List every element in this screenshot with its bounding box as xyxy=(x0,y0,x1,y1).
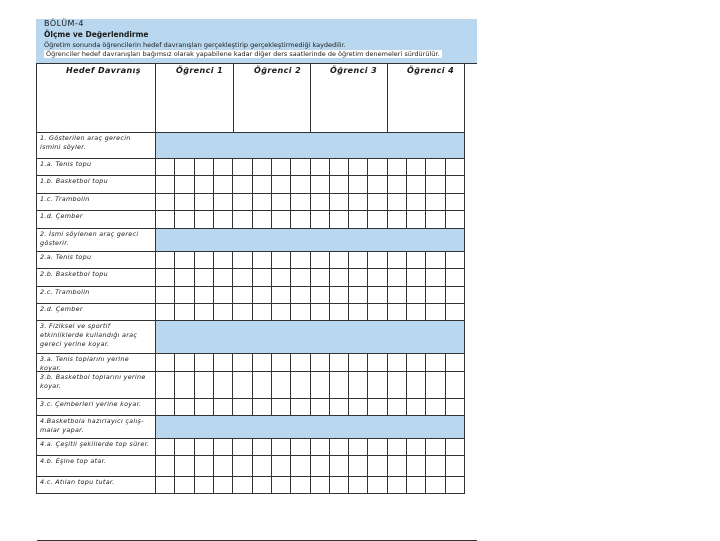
trial-cell[interactable] xyxy=(272,354,290,371)
behavior-item-label: 3.b. Basketbol toplarını yerine koyar. xyxy=(40,373,146,390)
trial-cell[interactable] xyxy=(311,439,329,455)
trial-cell[interactable] xyxy=(156,252,174,268)
trial-cell[interactable] xyxy=(253,176,271,193)
trial-cell[interactable] xyxy=(311,194,329,210)
trial-cell[interactable] xyxy=(214,159,232,175)
trial-cell[interactable] xyxy=(349,252,367,268)
trial-cell[interactable] xyxy=(253,211,271,228)
trial-cell[interactable] xyxy=(368,269,386,286)
trial-cell[interactable] xyxy=(253,252,271,268)
trial-cell[interactable] xyxy=(330,399,348,415)
trial-cell[interactable] xyxy=(291,252,309,268)
trial-cell[interactable] xyxy=(446,439,464,455)
trial-cell[interactable] xyxy=(311,354,329,371)
trial-cell[interactable] xyxy=(426,176,444,193)
trial-cell[interactable] xyxy=(330,477,348,493)
trial-cell[interactable] xyxy=(156,176,174,193)
behavior-group-label: 4.Basketbola hazırlayıcı çalış- malar yapar. xyxy=(40,417,144,434)
trial-cell[interactable] xyxy=(272,159,290,175)
trial-cell[interactable] xyxy=(195,194,213,210)
trial-cell[interactable] xyxy=(175,176,193,193)
trial-cell[interactable] xyxy=(156,287,174,303)
trial-cell[interactable] xyxy=(291,456,309,476)
trial-cell[interactable] xyxy=(156,159,174,175)
trial-cell[interactable] xyxy=(175,269,193,286)
trial-cell[interactable] xyxy=(272,194,290,210)
trial-cell[interactable] xyxy=(156,269,174,286)
instruction-line-2: Öğrenciler hedef davranışları bağımsız olarak yapabilene kadar diğer ders saatlerinde de öğretim denemeleri sürdürülür. xyxy=(46,50,440,58)
trial-cell[interactable] xyxy=(446,159,464,175)
trial-cell[interactable] xyxy=(426,252,444,268)
trial-cell[interactable] xyxy=(368,372,386,398)
trial-cell[interactable] xyxy=(214,287,232,303)
trial-cell[interactable] xyxy=(291,194,309,210)
trial-cell[interactable] xyxy=(214,194,232,210)
trial-cell[interactable] xyxy=(368,176,386,193)
trial-cell[interactable] xyxy=(446,287,464,303)
trial-cell[interactable] xyxy=(388,399,406,415)
trial-cell[interactable] xyxy=(446,304,464,320)
trial-cell[interactable] xyxy=(233,477,251,493)
trial-cell[interactable] xyxy=(330,304,348,320)
trial-cell[interactable] xyxy=(291,159,309,175)
trial-cell[interactable] xyxy=(426,159,444,175)
section-label: BÖLÜM-4 xyxy=(44,19,84,28)
trial-cell[interactable] xyxy=(349,399,367,415)
trial-cell[interactable] xyxy=(195,456,213,476)
trial-cell[interactable] xyxy=(446,269,464,286)
trial-cell[interactable] xyxy=(233,159,251,175)
trial-cell[interactable] xyxy=(368,477,386,493)
behavior-item-label: 4.c. Atılan topu tutar. xyxy=(40,478,115,486)
trial-cell[interactable] xyxy=(291,304,309,320)
trial-cell[interactable] xyxy=(330,456,348,476)
trial-cell[interactable] xyxy=(291,399,309,415)
trial-cell[interactable] xyxy=(195,176,213,193)
trial-cell[interactable] xyxy=(446,372,464,398)
trial-cell[interactable] xyxy=(388,287,406,303)
behavior-item-label: 2.b. Basketbol topu xyxy=(40,270,108,278)
trial-cell[interactable] xyxy=(291,439,309,455)
trial-cell[interactable] xyxy=(388,456,406,476)
trial-cell[interactable] xyxy=(233,439,251,455)
trial-cell[interactable] xyxy=(253,399,271,415)
trial-cell[interactable] xyxy=(426,304,444,320)
trial-cell[interactable] xyxy=(407,439,425,455)
trial-cell[interactable] xyxy=(195,252,213,268)
trial-cell[interactable] xyxy=(349,194,367,210)
trial-cell[interactable] xyxy=(368,304,386,320)
trial-cell[interactable] xyxy=(175,159,193,175)
trial-cell[interactable] xyxy=(175,399,193,415)
trial-cell[interactable] xyxy=(233,287,251,303)
trial-cell[interactable] xyxy=(407,456,425,476)
trial-cell[interactable] xyxy=(195,159,213,175)
trial-cell[interactable] xyxy=(253,304,271,320)
behavior-item-label: 2.c. Trambolin xyxy=(40,288,90,296)
trial-cell[interactable] xyxy=(330,252,348,268)
trial-cell[interactable] xyxy=(407,211,425,228)
trial-cell[interactable] xyxy=(272,269,290,286)
trial-cell[interactable] xyxy=(388,252,406,268)
trial-cell[interactable] xyxy=(214,456,232,476)
trial-cell[interactable] xyxy=(349,287,367,303)
trial-cell[interactable] xyxy=(426,439,444,455)
trial-cell[interactable] xyxy=(175,439,193,455)
trial-cell[interactable] xyxy=(195,399,213,415)
trial-cell[interactable] xyxy=(195,269,213,286)
trial-cell[interactable] xyxy=(407,269,425,286)
trial-cell[interactable] xyxy=(175,456,193,476)
trial-cell[interactable] xyxy=(272,399,290,415)
trial-cell[interactable] xyxy=(272,211,290,228)
trial-cell[interactable] xyxy=(233,194,251,210)
trial-cell[interactable] xyxy=(195,304,213,320)
trial-cell[interactable] xyxy=(311,159,329,175)
behavior-group-label: 2. İsmi söylenen araç gereci gösterir. xyxy=(40,230,139,247)
trial-cell[interactable] xyxy=(156,304,174,320)
trial-cell[interactable] xyxy=(446,354,464,371)
behavior-item-label: 4.b. Eşine top atar. xyxy=(40,457,107,465)
trial-cell[interactable] xyxy=(214,304,232,320)
trial-cell[interactable] xyxy=(195,372,213,398)
trial-cell[interactable] xyxy=(214,477,232,493)
trial-cell[interactable] xyxy=(388,372,406,398)
trial-cell[interactable] xyxy=(291,287,309,303)
trial-cell[interactable] xyxy=(253,354,271,371)
trial-cell[interactable] xyxy=(368,211,386,228)
trial-cell[interactable] xyxy=(175,287,193,303)
trial-cell[interactable] xyxy=(233,399,251,415)
trial-cell[interactable] xyxy=(272,439,290,455)
trial-cell[interactable] xyxy=(272,456,290,476)
behavior-item-label: 1.d. Çember xyxy=(40,212,83,220)
trial-cell[interactable] xyxy=(253,456,271,476)
trial-cell[interactable] xyxy=(330,439,348,455)
trial-cell[interactable] xyxy=(253,372,271,398)
trial-cell[interactable] xyxy=(272,372,290,398)
behavior-item-label: 4.a. Çeşitli şekillerde top sürer. xyxy=(40,440,150,448)
trial-cell[interactable] xyxy=(407,176,425,193)
trial-cell[interactable] xyxy=(388,304,406,320)
trial-cell[interactable] xyxy=(253,477,271,493)
trial-cell[interactable] xyxy=(426,477,444,493)
trial-cell[interactable] xyxy=(175,194,193,210)
trial-cell[interactable] xyxy=(426,399,444,415)
trial-cell[interactable] xyxy=(195,211,213,228)
instructions-header xyxy=(36,19,477,63)
trial-cell[interactable] xyxy=(311,456,329,476)
trial-cell[interactable] xyxy=(349,159,367,175)
trial-cell[interactable] xyxy=(388,269,406,286)
trial-cell[interactable] xyxy=(330,269,348,286)
target-behavior-heading: Hedef Davranış xyxy=(66,66,141,75)
trial-cell[interactable] xyxy=(214,399,232,415)
trial-cell[interactable] xyxy=(233,176,251,193)
trial-cell[interactable] xyxy=(272,287,290,303)
trial-cell[interactable] xyxy=(426,287,444,303)
trial-cell[interactable] xyxy=(446,176,464,193)
section-title: Ölçme ve Değerlendirme xyxy=(44,30,149,39)
trial-cell[interactable] xyxy=(233,269,251,286)
trial-cell[interactable] xyxy=(330,211,348,228)
trial-cell[interactable] xyxy=(349,354,367,371)
trial-cell[interactable] xyxy=(156,194,174,210)
trial-cell[interactable] xyxy=(388,176,406,193)
behavior-group-label: 1. Gösterilen araç gerecin ismini söyler. xyxy=(40,134,131,151)
trial-cell[interactable] xyxy=(368,439,386,455)
trial-cell[interactable] xyxy=(446,477,464,493)
trial-cell[interactable] xyxy=(426,372,444,398)
trial-cell[interactable] xyxy=(291,269,309,286)
trial-cell[interactable] xyxy=(253,159,271,175)
trial-cell[interactable] xyxy=(272,252,290,268)
trial-cell[interactable] xyxy=(330,159,348,175)
trial-cell[interactable] xyxy=(311,304,329,320)
trial-cell[interactable] xyxy=(388,211,406,228)
trial-cell[interactable] xyxy=(175,304,193,320)
trial-cell[interactable] xyxy=(214,176,232,193)
student-3-heading: Öğrenci 3 xyxy=(330,66,378,75)
trial-cell[interactable] xyxy=(311,211,329,228)
trial-cell[interactable] xyxy=(368,456,386,476)
trial-cell[interactable] xyxy=(156,456,174,476)
trial-cell[interactable] xyxy=(446,399,464,415)
trial-cell[interactable] xyxy=(388,354,406,371)
trial-cell[interactable] xyxy=(426,269,444,286)
trial-cell[interactable] xyxy=(156,354,174,371)
trial-cell[interactable] xyxy=(426,354,444,371)
trial-cell[interactable] xyxy=(214,252,232,268)
trial-cell[interactable] xyxy=(349,269,367,286)
trial-cell[interactable] xyxy=(388,194,406,210)
trial-cell[interactable] xyxy=(291,372,309,398)
trial-cell[interactable] xyxy=(195,354,213,371)
trial-cell[interactable] xyxy=(349,456,367,476)
trial-cell[interactable] xyxy=(311,269,329,286)
trial-cell[interactable] xyxy=(407,252,425,268)
trial-cell[interactable] xyxy=(214,269,232,286)
trial-cell[interactable] xyxy=(233,252,251,268)
behavior-item-label: 1.c. Trambolin xyxy=(40,195,90,203)
trial-cell[interactable] xyxy=(388,159,406,175)
trial-cell[interactable] xyxy=(311,287,329,303)
trial-cell[interactable] xyxy=(156,399,174,415)
group-band xyxy=(156,229,464,251)
trial-cell[interactable] xyxy=(311,477,329,493)
trial-cell[interactable] xyxy=(407,477,425,493)
trial-cell[interactable] xyxy=(426,456,444,476)
trial-cell[interactable] xyxy=(253,287,271,303)
trial-cell[interactable] xyxy=(388,477,406,493)
trial-cell[interactable] xyxy=(368,354,386,371)
behavior-item-label: 3.c. Çemberleri yerine koyar. xyxy=(40,400,142,408)
trial-cell[interactable] xyxy=(426,211,444,228)
trial-cell[interactable] xyxy=(156,372,174,398)
trial-cell[interactable] xyxy=(446,211,464,228)
behavior-item-label: 2.d. Çember xyxy=(40,305,83,313)
trial-cell[interactable] xyxy=(446,456,464,476)
trial-cell[interactable] xyxy=(291,176,309,193)
trial-cell[interactable] xyxy=(311,399,329,415)
trial-cell[interactable] xyxy=(156,439,174,455)
trial-cell[interactable] xyxy=(291,354,309,371)
student-2-heading: Öğrenci 2 xyxy=(254,66,302,75)
trial-cell[interactable] xyxy=(195,287,213,303)
trial-cell[interactable] xyxy=(214,211,232,228)
trial-cell[interactable] xyxy=(407,159,425,175)
trial-cell[interactable] xyxy=(291,211,309,228)
trial-cell[interactable] xyxy=(349,477,367,493)
trial-cell[interactable] xyxy=(291,477,309,493)
trial-cell[interactable] xyxy=(407,354,425,371)
trial-cell[interactable] xyxy=(272,176,290,193)
trial-cell[interactable] xyxy=(272,304,290,320)
trial-cell[interactable] xyxy=(195,439,213,455)
trial-cell[interactable] xyxy=(214,439,232,455)
trial-cell[interactable] xyxy=(175,252,193,268)
trial-cell[interactable] xyxy=(407,372,425,398)
trial-cell[interactable] xyxy=(349,304,367,320)
trial-cell[interactable] xyxy=(330,194,348,210)
trial-cell[interactable] xyxy=(253,269,271,286)
trial-cell[interactable] xyxy=(349,372,367,398)
trial-cell[interactable] xyxy=(175,354,193,371)
trial-cell[interactable] xyxy=(214,372,232,398)
trial-cell[interactable] xyxy=(195,477,213,493)
trial-cell[interactable] xyxy=(233,354,251,371)
trial-cell[interactable] xyxy=(311,176,329,193)
trial-cell[interactable] xyxy=(407,304,425,320)
trial-cell[interactable] xyxy=(175,211,193,228)
trial-cell[interactable] xyxy=(349,176,367,193)
trial-cell[interactable] xyxy=(311,372,329,398)
trial-cell[interactable] xyxy=(156,211,174,228)
trial-cell[interactable] xyxy=(446,194,464,210)
student-1-heading: Öğrenci 1 xyxy=(176,66,224,75)
trial-cell[interactable] xyxy=(330,372,348,398)
trial-cell[interactable] xyxy=(368,252,386,268)
trial-cell[interactable] xyxy=(407,287,425,303)
trial-cell[interactable] xyxy=(330,287,348,303)
behavior-item-label: 3.a. Tenis toplarını yerine koyar. xyxy=(40,355,129,372)
trial-cell[interactable] xyxy=(272,477,290,493)
trial-cell[interactable] xyxy=(407,399,425,415)
trial-cell[interactable] xyxy=(233,456,251,476)
trial-cell[interactable] xyxy=(368,194,386,210)
row-divider xyxy=(36,493,465,494)
trial-cell[interactable] xyxy=(175,477,193,493)
group-band xyxy=(156,133,464,158)
trial-cell[interactable] xyxy=(253,194,271,210)
group-band xyxy=(156,416,464,438)
behavior-item-label: 1.b. Basketbol topu xyxy=(40,177,108,185)
trial-cell[interactable] xyxy=(349,211,367,228)
trial-cell[interactable] xyxy=(253,439,271,455)
trial-cell[interactable] xyxy=(388,439,406,455)
instruction-line-1: Öğretim sonunda öğrencilerin hedef davranışları gerçekleştirip gerçekleştirmediği kaydedilir. xyxy=(44,41,346,49)
trial-cell[interactable] xyxy=(368,399,386,415)
trial-cell[interactable] xyxy=(233,211,251,228)
behavior-item-label: 2.a. Tenis topu xyxy=(40,253,92,261)
trial-cell[interactable] xyxy=(446,252,464,268)
group-band xyxy=(156,321,464,353)
trial-cell[interactable] xyxy=(407,194,425,210)
trial-cell[interactable] xyxy=(368,159,386,175)
trial-cell[interactable] xyxy=(156,477,174,493)
trial-cell[interactable] xyxy=(330,354,348,371)
trial-cell[interactable] xyxy=(214,354,232,371)
trial-cell[interactable] xyxy=(330,176,348,193)
trial-cell[interactable] xyxy=(175,372,193,398)
trial-cell[interactable] xyxy=(233,304,251,320)
behavior-item-label: 1.a. Tenis topu xyxy=(40,160,92,168)
behavior-group-label: 3. Fiziksel ve sportif etkinliklerde kullandığı araç gereci yerine koyar. xyxy=(40,322,138,348)
student-4-heading: Öğrenci 4 xyxy=(407,66,455,75)
trial-cell[interactable] xyxy=(311,252,329,268)
trial-cell[interactable] xyxy=(426,194,444,210)
trial-cell[interactable] xyxy=(233,372,251,398)
trial-cell[interactable] xyxy=(349,439,367,455)
trial-cell[interactable] xyxy=(368,287,386,303)
